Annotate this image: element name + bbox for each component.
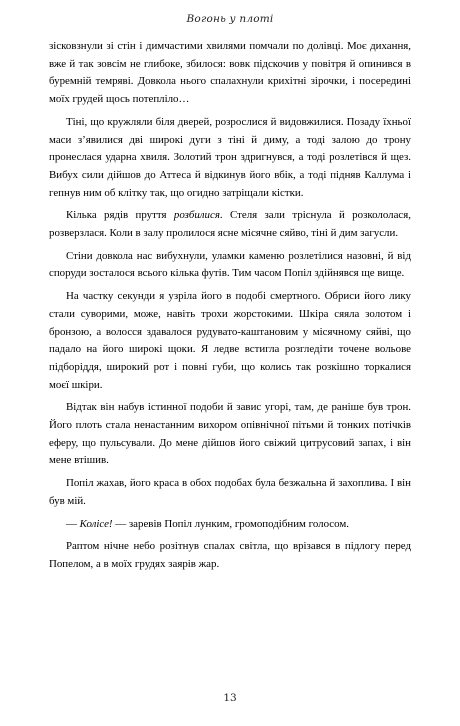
text-run: . Стеля зали тріснула й розкололася, розверзлася. Коли в залу пролилося ясне місячне сяйво, тіні й дим загусли. xyxy=(49,209,411,240)
italic-emphasis: розбилися xyxy=(173,209,220,222)
text-run: Кілька рядів пруття xyxy=(66,209,174,222)
paragraph xyxy=(49,114,411,203)
text-run: — xyxy=(66,517,80,530)
page-number: 13 xyxy=(223,692,237,704)
text-run: На частку секунди я узріла його в подобі смертного. Обриси його лику стали суворими, може, навіть трохи жорстокими. Шкіра сяяла золотом і бронзою, а волосся здавалося рудувато-каштановим у місячному сяйві, що падало на його широкі щоки. Я ледве встигла розгледіти точене вольове підборіддя, широкий рот і повні губи, що колись так розкішно торкалися моєї шкіри. xyxy=(49,290,411,391)
text-run: зісковзнули зі стін і димчастими хвилями помчали по долівці. Моє дихання, вже й так зовсім не глибоке, збилося: вовк підскочив у повітря й опинився в буремній темряві. Довкола нього спалахнули крихітні зірочки, і посередині моїх грудей щось потепліло… xyxy=(49,40,411,106)
text-run: Стіни довкола нас вибухнули, уламки каменю розлетілися назовні, й від споруди зосталося всього кілька футів. Тим часом Попіл здійнявся ще вище. xyxy=(49,249,411,280)
italic-emphasis: Колісе! xyxy=(79,517,113,530)
paragraph xyxy=(49,207,411,242)
paragraph xyxy=(49,475,411,510)
text-run: Відтак він набув істинної подоби й завис угорі, там, де раніше був трон. Його плоть стала ненастанним вихором опівнічної пітьми й тонких потічків еферу, що пульсували. До мене дійшов його свіжий цитрусовий запах, і він мене втішив. xyxy=(49,401,411,467)
body-text xyxy=(49,38,411,579)
paragraph xyxy=(49,399,411,470)
text-run: Раптом нічне небо розітнув спалах світла, що врізався в підлогу перед Попелом, а в моїх грудях заярів жар. xyxy=(49,540,411,570)
paragraph xyxy=(49,248,411,283)
text-run: — заревів Попіл лунким, громоподібним голосом. xyxy=(112,517,349,530)
paragraph xyxy=(49,288,411,394)
text-run: Тіні, що кружляли біля дверей, розрослися й видовжилися. Позаду їхньої маси з’явилися дві широкі дуги з тіні й диму, а тоді залою до трону пронеслася ударна хвиля. Золотий трон здригнувся, а тоді розлетівся й щез. Вибух сили дійшов до Аттеса й відкинув його вбік, а тоді підняв Каллума і гепнув ним об клітку так, що огидно затріщали кістки. xyxy=(49,115,411,199)
paragraph xyxy=(49,38,411,109)
text-run: Попіл жахав, його краса в обох подобах була безжальна й захоплива. І він був мій. xyxy=(49,477,411,507)
running-title: Вогонь у плоті xyxy=(186,13,274,25)
paragraph xyxy=(49,516,411,534)
paragraph xyxy=(49,538,411,573)
